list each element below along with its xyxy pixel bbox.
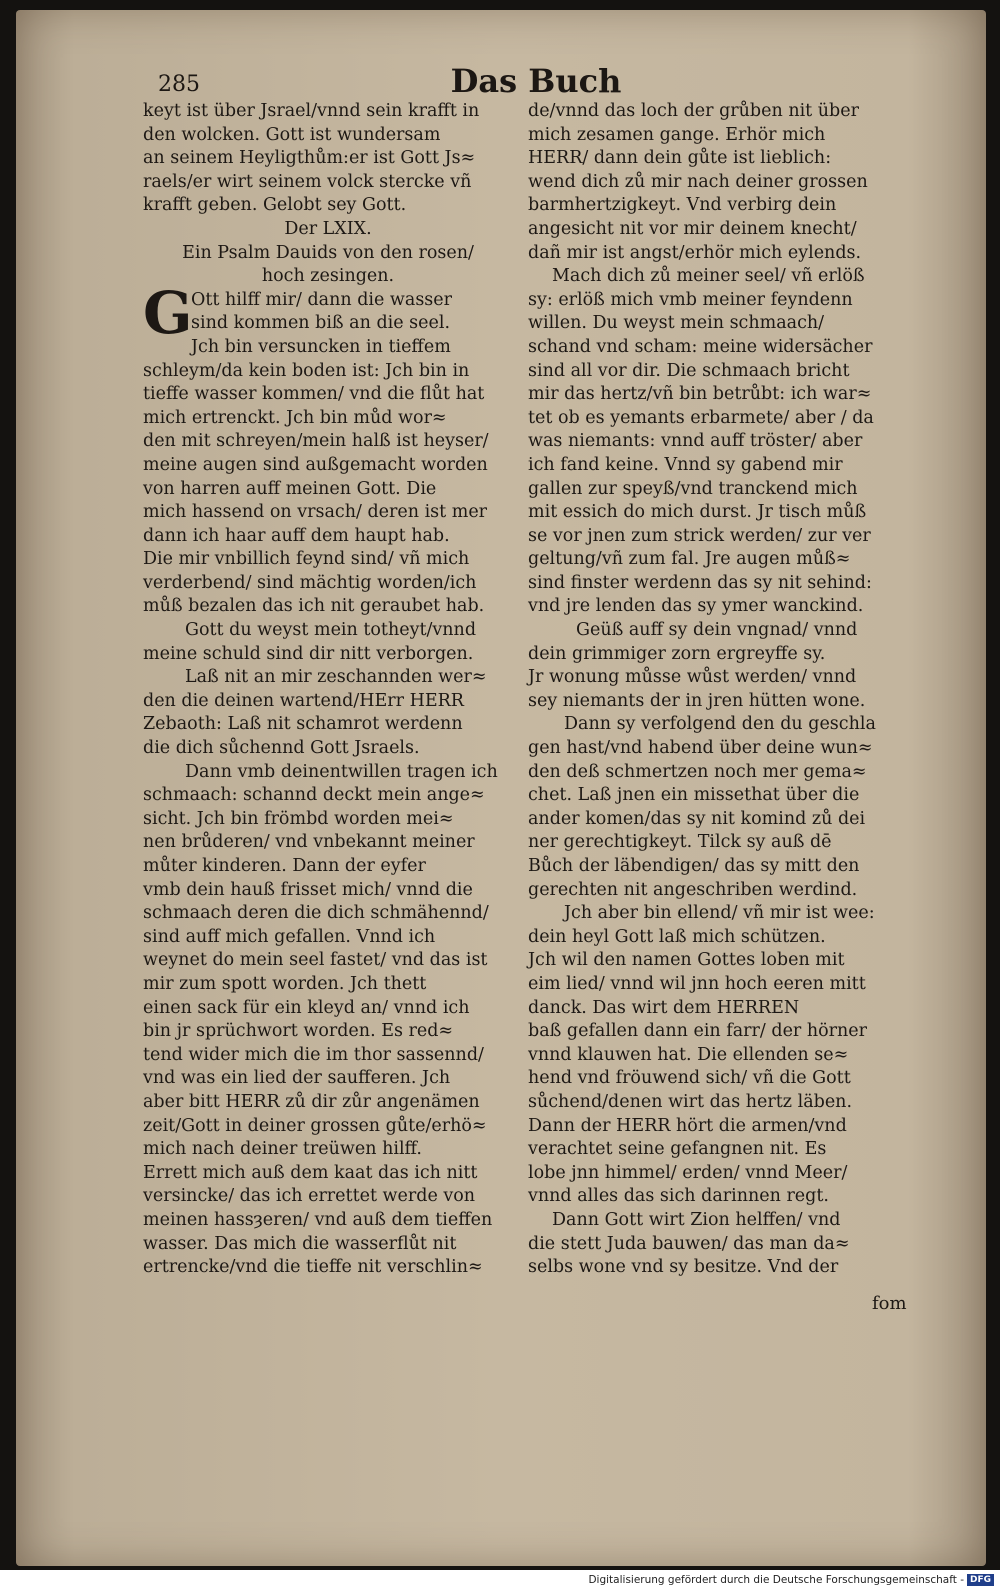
text-line: dein heyl Gott laß mich schützen. [528, 926, 826, 947]
text-line: schmaach: schannd deckt mein ange≈ [143, 785, 485, 806]
text-line: gen hast/vnd habend über deine wun≈ [528, 738, 873, 759]
text-line: vnd jre lenden das sy ymer wanckind. [528, 596, 864, 617]
text-line: Jch bin versuncken in tieffem [191, 336, 451, 357]
text-line: Jch wil den namen Gottes loben mit [528, 950, 845, 971]
catchword: fom [872, 1293, 907, 1314]
text-line: barmhertzigkeyt. Vnd verbirg dein [528, 195, 837, 216]
text-line: Dann der HERR hört die armen/vnd [528, 1115, 847, 1136]
text-line: vnnd klauwen hat. Die ellenden se≈ [528, 1044, 849, 1065]
left-column [143, 100, 513, 1280]
text-line: sůchend/denen wirt das hertz läben. [528, 1091, 853, 1112]
text-line: wasser. Das mich die wasserflůt nit [143, 1233, 457, 1254]
text-line: die stett Juda bauwen/ das man da≈ [528, 1233, 850, 1254]
text-line: was niemants: vnnd auff tröster/ aber [528, 431, 863, 452]
text-line: einen sack für ein kleyd an/ vnnd ich [143, 997, 470, 1018]
text-line: nen brůderen/ vnd vnbekannt meiner [143, 832, 475, 853]
text-line: den wolcken. Gott ist wundersam [143, 124, 441, 145]
text-line: Mach dich zů meiner seel/ vñ erlöß [552, 266, 865, 287]
text-line: tend wider mich die im thor sassennd/ [143, 1044, 484, 1065]
text-line: mich ertrenckt. Jch bin můd wor≈ [143, 407, 447, 428]
text-line: Geüß auff sy dein vngnad/ vnnd [576, 620, 858, 641]
text-line: lobe jnn himmel/ erden/ vnnd Meer/ [528, 1162, 848, 1183]
text-line: Jch aber bin ellend/ vñ mir ist wee: [564, 903, 875, 924]
text-line: bin jr sprüchwort worden. Es red≈ [143, 1021, 454, 1042]
text-line: sind auff mich gefallen. Vnnd ich [143, 926, 436, 947]
text-line: chet. Laß jnen ein missethat über die [528, 785, 860, 806]
text-line: mir das hertz/vñ bin betrůbt: ich war≈ [528, 384, 872, 405]
text-line: den mit schreyen/mein halß ist heyser/ [143, 431, 489, 452]
text-line: sicht. Jch bin frömbd worden mei≈ [143, 808, 454, 829]
text-line: willen. Du weyst mein schmaach/ [528, 313, 825, 334]
text-line: mir zum spott worden. Jch thett [143, 973, 427, 994]
text-line: geltung/vñ zum fal. Jre augen můß≈ [528, 549, 851, 570]
text-line: se vor jnen zum strick werden/ zur ver [528, 525, 871, 546]
text-line: dein grimmiger zorn ergreyffe sy. [528, 643, 826, 664]
text-line: wend dich zů mir nach deiner grossen [528, 171, 868, 192]
text-line: versincke/ das ich errettet werde von [143, 1186, 476, 1207]
text-line: zeit/Gott in deiner grossen gůte/erhö≈ [143, 1115, 487, 1136]
text-line: an seinem Heyligthům:er ist Gott Js≈ [143, 148, 476, 169]
text-line: sind finster werdenn das sy nit sehind: [528, 572, 872, 593]
text-line: verderbend/ sind mächtig worden/ich [143, 572, 477, 593]
text-line: raels/er wirt seinem volck stercke vñ [143, 171, 472, 192]
text-line: vnnd alles das sich darinnen regt. [528, 1186, 829, 1207]
dfg-logo: DFG [967, 1574, 994, 1586]
footer-credit [588, 1573, 994, 1587]
text-line: meine augen sind außgemacht worden [143, 454, 488, 475]
text-line: dañ mir ist angst/erhör mich eylends. [528, 242, 862, 263]
text-line: weynet do mein seel fastet/ vnd das ist [143, 950, 488, 971]
text-line: selbs wone vnd sy besitze. Vnd der [528, 1257, 839, 1278]
text-line: den die deinen wartend/HErr HERR [143, 690, 464, 711]
text-line: den deß schmertzen noch mer gema≈ [528, 761, 867, 782]
text-line: mich zesamen gange. Erhör mich [528, 124, 826, 145]
text-line: aber bitt HERR zů dir zůr angenämen [143, 1091, 480, 1112]
text-line: můß bezalen das ich nit geraubet hab. [143, 596, 485, 617]
text-line: sy: erlöß mich vmb meiner feyndenn [528, 289, 853, 310]
text-line: ner gerechtigkeyt. Tilck sy auß dē [528, 832, 832, 853]
text-line: Gott du weyst mein totheyt/vnnd [185, 620, 477, 641]
text-line: schand vnd scham: meine widersächer [528, 336, 873, 357]
text-line: schmaach deren die dich schmähennd/ [143, 903, 489, 924]
text-line: ander komen/das sy nit komind zů dei [528, 808, 866, 829]
text-line: Laß nit an mir zeschannden wer≈ [185, 667, 487, 688]
text-line: meinen hassȝeren/ vnd auß dem tieffen [143, 1209, 493, 1230]
text-line: Dann Gott wirt Zion helffen/ vnd [552, 1209, 841, 1230]
text-line: sey niemants der in jren hütten wone. [528, 690, 866, 711]
text-line: vmb dein hauß frisset mich/ vnnd die [143, 879, 473, 900]
text-line: keyt ist über Jsrael/vnnd sein krafft in [143, 101, 480, 121]
text-line: vnd was ein lied der saufferen. Jch [143, 1068, 451, 1089]
text-line: schleym/da kein boden ist: Jch bin in [143, 360, 470, 381]
text-line: Die mir vnbillich feynd sind/ vñ mich [143, 549, 470, 570]
text-line: krafft geben. Gelobt sey Gott. [143, 195, 407, 216]
text-line: Bůch der läbendigen/ das sy mitt den [528, 856, 860, 876]
text-line: meine schuld sind dir nitt verborgen. [143, 643, 474, 664]
psalm-title: Ein Psalm Dauids von den rosen/ [182, 242, 474, 263]
psalm-number: Der LXIX. [284, 218, 372, 239]
text-line: de/vnnd das loch der grůben nit über [528, 101, 859, 121]
text-line: ertrencke/vnd die tieffe nit verschlin≈ [143, 1257, 483, 1278]
text-line: Dann vmb deinentwillen tragen ich [185, 761, 498, 782]
text-line: die dich sůchennd Gott Jsraels. [143, 738, 420, 759]
text-line: sind all vor dir. Die schmaach bricht [528, 360, 850, 381]
text-line: HERR/ dann dein gůte ist lieblich: [528, 148, 832, 169]
running-head: Das Buch [450, 62, 622, 100]
drop-cap: G [143, 278, 193, 347]
text-line: Errett mich auß dem kaat das ich nitt [143, 1162, 478, 1183]
text-line: von harren auff meinen Gott. Die [143, 478, 437, 499]
text-line: mich hassend on vrsach/ deren ist mer [143, 502, 488, 523]
text-line: dann ich haar auff dem haupt hab. [143, 525, 450, 546]
text-line: Zebaoth: Laß nit schamrot werdenn [143, 714, 463, 735]
text-line: angesicht nit vor mir deinem knecht/ [528, 218, 857, 239]
text-line: verachtet seine gefangnen nit. Es [528, 1139, 827, 1160]
page-number: 285 [158, 72, 200, 97]
text-line: mich nach deiner treüwen hilff. [143, 1139, 422, 1160]
right-column [528, 100, 898, 1280]
text-line: sind kommen biß an die seel. [191, 313, 451, 334]
footer-text: Digitalisierung gefördert durch die Deutsche Forschungsgemeinschaft - [588, 1574, 964, 1586]
psalm-title: hoch zesingen. [261, 266, 395, 287]
text-line: gallen zur speyß/vnd tranckend mich [528, 478, 858, 499]
text-line: eim lied/ vnnd wil jnn hoch eeren mitt [528, 973, 866, 994]
text-line: hend vnd fröuwend sich/ vñ die Gott [528, 1068, 851, 1089]
text-line: ich fand keine. Vnnd sy gabend mir [528, 454, 843, 475]
text-line: baß gefallen dann ein farr/ der hörner [528, 1021, 868, 1042]
text-line: mit essich do mich durst. Jr tisch můß [528, 502, 867, 523]
text-line: můter kinderen. Dann der eyfer [143, 856, 426, 876]
text-line: danck. Das wirt dem HERREN [528, 997, 800, 1018]
text-line: tet ob es yemants erbarmete/ aber / da [528, 407, 874, 428]
text-line: gerechten nit angeschriben werdind. [528, 879, 858, 900]
text-line: tieffe wasser kommen/ vnd die flůt hat [143, 384, 485, 405]
text-line: Dann sy verfolgend den du geschla [564, 714, 876, 735]
text-line: Ott hilff mir/ dann die wasser [191, 289, 453, 310]
text-line: Jr wonung můsse wůst werden/ vnnd [528, 667, 857, 688]
